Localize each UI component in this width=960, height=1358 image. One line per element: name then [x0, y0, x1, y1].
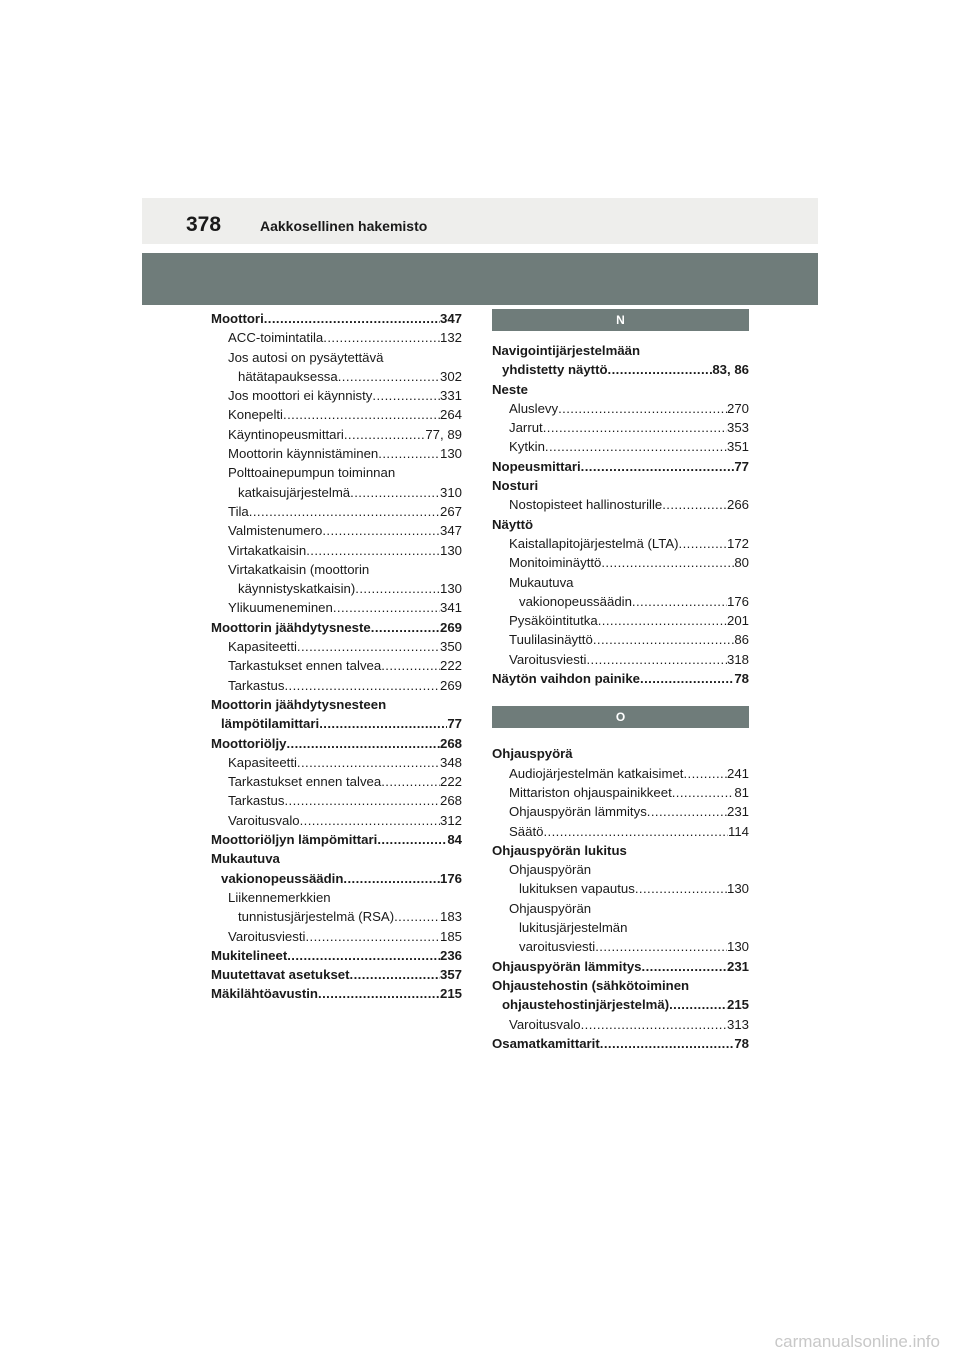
- page-reference: 310: [439, 484, 462, 500]
- index-entry: [211, 463, 462, 482]
- index-term: Näytön vaihdon painike: [492, 671, 641, 687]
- leader-dots: [323, 328, 440, 347]
- leader-dots: [662, 495, 727, 514]
- index-term: Osamatkamittarit: [492, 1035, 600, 1051]
- leader-dots: [581, 1015, 727, 1034]
- index-term: Nosturi: [492, 478, 539, 494]
- leader-dots: [344, 425, 426, 444]
- index-term: Monitoiminäyttö: [509, 555, 602, 571]
- index-entry: [492, 534, 749, 553]
- index-term: Neste: [492, 381, 528, 397]
- index-term: Ohjauspyörä: [492, 746, 573, 762]
- index-entry: [492, 783, 749, 802]
- page-reference: 312: [439, 812, 462, 828]
- index-term: Virtakatkaisin (moottorin: [228, 561, 370, 577]
- index-entry: [211, 309, 462, 328]
- index-term: Varoitusvalo: [509, 1016, 581, 1032]
- index-entry: [492, 918, 749, 937]
- index-entry: [492, 669, 749, 688]
- index-term: Moottorin jäähdytysneste: [211, 619, 371, 635]
- index-term: Varoitusviesti: [228, 928, 306, 944]
- index-term: Tarkastus: [228, 677, 285, 693]
- page-reference: 130: [439, 446, 462, 462]
- index-entry: [211, 734, 462, 753]
- leader-dots: [632, 592, 727, 611]
- index-entry: [492, 995, 749, 1014]
- index-entry: [492, 437, 749, 456]
- index-term: käynnistyskatkaisin): [238, 581, 356, 597]
- index-term: Kytkin: [509, 439, 545, 455]
- index-entry: [211, 907, 462, 926]
- index-term: vakionopeussäädin: [519, 593, 632, 609]
- leader-dots: [322, 521, 440, 540]
- index-list-n: [492, 341, 749, 688]
- index-term: Mukautuva: [509, 574, 574, 590]
- index-entry: [492, 630, 749, 649]
- index-entry: [211, 502, 462, 521]
- index-entry: [492, 899, 749, 918]
- page-reference: 353: [726, 420, 749, 436]
- page-reference: 130: [439, 542, 462, 558]
- leader-dots: [593, 630, 735, 649]
- index-entry: [211, 984, 462, 1003]
- page-reference: 81: [734, 784, 749, 800]
- leader-dots: [372, 386, 440, 405]
- index-entry: [492, 841, 749, 860]
- index-entry: [492, 879, 749, 898]
- index-term: Muutettavat asetukset: [211, 967, 350, 983]
- index-term: Kapasiteetti: [228, 754, 297, 770]
- index-term: Liikennemerkkien: [228, 889, 331, 905]
- index-entry: [211, 541, 462, 560]
- index-entry: [211, 849, 462, 868]
- page-reference: 302: [439, 368, 462, 384]
- index-term: Audiojärjestelmän katkaisimet: [509, 765, 684, 781]
- index-entry: [492, 360, 749, 379]
- leader-dots: [595, 937, 727, 956]
- page-reference: 215: [439, 986, 462, 1002]
- index-term: Säätö: [509, 823, 544, 839]
- index-entry: [492, 957, 749, 976]
- index-term: Moottoriöljyn lämpömittari: [211, 832, 378, 848]
- index-term: Näyttö: [492, 516, 534, 532]
- page-reference: 78: [734, 1035, 749, 1051]
- index-entry: [211, 676, 462, 695]
- page-reference: 231: [726, 804, 749, 820]
- page-reference: 132: [439, 330, 462, 346]
- page-reference: 86: [734, 632, 749, 648]
- index-entry: [492, 822, 749, 841]
- page-reference: 264: [439, 407, 462, 423]
- index-term: Virtakatkaisin: [228, 542, 307, 558]
- index-entry: [492, 611, 749, 630]
- page-reference: 77: [447, 716, 462, 732]
- leader-dots: [598, 611, 727, 630]
- index-term: yhdistetty näyttö: [502, 362, 608, 378]
- index-entry: [211, 367, 462, 386]
- index-term: Ohjauspyörän: [509, 900, 592, 916]
- index-term: Moottorin käynnistäminen: [228, 446, 379, 462]
- index-term: Jarrut: [509, 420, 543, 436]
- index-column-right: [492, 309, 749, 1053]
- page-reference: 348: [439, 754, 462, 770]
- index-term: Mäkilähtöavustin: [211, 986, 318, 1002]
- index-entry: [492, 418, 749, 437]
- index-entry: [492, 1015, 749, 1034]
- index-term: Jos moottori ei käynnisty: [228, 388, 373, 404]
- page-title: Aakkosellinen hakemisto: [260, 218, 428, 234]
- index-entry: [492, 764, 749, 783]
- index-entry: [211, 637, 462, 656]
- leader-dots: [306, 541, 440, 560]
- index-term: vakionopeussäädin: [221, 870, 344, 886]
- index-term: ohjaustehostinjärjestelmä): [502, 997, 670, 1013]
- page-reference: 114: [727, 823, 749, 839]
- leader-dots: [642, 957, 727, 976]
- index-entry: [211, 927, 462, 946]
- page-reference: 236: [439, 947, 462, 963]
- page-reference: 347: [439, 523, 462, 539]
- page-reference: 185: [439, 928, 462, 944]
- leader-dots: [283, 405, 440, 424]
- leader-dots: [381, 656, 440, 675]
- page-reference: 269: [439, 677, 462, 693]
- index-term: lämpötilamittari: [221, 716, 320, 732]
- page-reference: 172: [726, 535, 749, 551]
- leader-dots: [647, 802, 727, 821]
- index-entry: [211, 618, 462, 637]
- index-entry: [211, 560, 462, 579]
- index-entry: [492, 592, 749, 611]
- index-term: Pysäköintitutka: [509, 613, 598, 629]
- leader-dots: [600, 1034, 735, 1053]
- index-term: Polttoainepumpun toiminnan: [228, 465, 396, 481]
- index-term: Ylikuumeneminen: [228, 600, 333, 616]
- index-term: varoitusviesti: [519, 939, 596, 955]
- page-reference: 269: [439, 619, 462, 635]
- leader-dots: [297, 753, 440, 772]
- header-band: [142, 198, 818, 244]
- page-reference: 347: [439, 311, 462, 326]
- page-reference: 176: [439, 870, 462, 886]
- index-entry: [211, 811, 462, 830]
- page-reference: 270: [726, 400, 749, 416]
- index-term: lukituksen vapautus: [519, 881, 635, 897]
- index-entry: [211, 772, 462, 791]
- page-reference: 222: [439, 774, 462, 790]
- leader-dots: [378, 444, 440, 463]
- index-term: Tuulilasinäyttö: [509, 632, 593, 648]
- leader-dots: [284, 791, 440, 810]
- index-entry: [211, 965, 462, 984]
- page-reference: 266: [726, 497, 749, 513]
- index-entry: [492, 937, 749, 956]
- leader-dots: [350, 965, 440, 984]
- leader-dots: [394, 907, 440, 926]
- index-entry: [211, 579, 462, 598]
- index-entry: [211, 869, 462, 888]
- index-entry: [492, 860, 749, 879]
- index-entry: [492, 802, 749, 821]
- leader-dots: [381, 772, 440, 791]
- leader-dots: [581, 457, 735, 476]
- leader-dots: [679, 534, 727, 553]
- index-entry: [211, 328, 462, 347]
- index-entry: [211, 753, 462, 772]
- index-entry: [211, 386, 462, 405]
- page-reference: 267: [439, 503, 462, 519]
- index-entry: [211, 348, 462, 367]
- leader-dots: [371, 618, 440, 637]
- page-reference: 268: [439, 735, 462, 751]
- index-entry: [211, 483, 462, 502]
- leader-dots: [338, 367, 440, 386]
- index-entry: [492, 476, 749, 495]
- index-term: Jos autosi on pysäytettävä: [228, 349, 384, 365]
- page-reference: 78: [734, 671, 749, 687]
- page-reference: 130: [726, 881, 749, 897]
- index-term: Tarkastukset ennen talvea: [228, 774, 382, 790]
- index-term: Mukautuva: [211, 851, 280, 867]
- page-reference: 77: [734, 458, 749, 474]
- leader-dots: [683, 764, 727, 783]
- index-term: Ohjaustehostin (sähkötoiminen: [492, 977, 690, 993]
- page-reference: 350: [439, 639, 462, 655]
- leader-dots: [640, 669, 734, 688]
- index-list-o: [492, 744, 749, 1053]
- index-entry: [492, 573, 749, 592]
- index-term: Valmistenumero: [228, 523, 323, 539]
- index-entry: [211, 598, 462, 617]
- leader-dots: [355, 579, 440, 598]
- page-reference: 222: [439, 658, 462, 674]
- leader-dots: [545, 437, 727, 456]
- leader-dots: [343, 869, 440, 888]
- index-term: Konepelti: [228, 407, 283, 423]
- index-entry: [211, 521, 462, 540]
- page-reference: 318: [726, 651, 749, 667]
- page-reference: 130: [439, 581, 462, 597]
- index-term: Mukitelineet: [211, 947, 288, 963]
- index-entry: [492, 457, 749, 476]
- index-term: tunnistusjärjestelmä (RSA): [238, 909, 395, 925]
- leader-dots: [297, 637, 440, 656]
- index-entry: [492, 380, 749, 399]
- index-entry: [492, 553, 749, 572]
- index-term: Navigointijärjestelmään: [492, 343, 641, 358]
- leader-dots: [287, 946, 440, 965]
- leader-dots: [249, 502, 440, 521]
- index-entry: [492, 495, 749, 514]
- index-entry: [211, 946, 462, 965]
- page-reference: 83, 86: [712, 362, 749, 378]
- index-term: hätätapauksessa: [238, 368, 338, 384]
- page-reference: 80: [734, 555, 749, 571]
- index-term: Kaistallapitojärjestelmä (LTA): [509, 535, 679, 551]
- index-term: Tila: [228, 503, 249, 519]
- leader-dots: [608, 360, 713, 379]
- index-entry: [211, 830, 462, 849]
- index-entry: [492, 399, 749, 418]
- index-term: Tarkastukset ennen talvea: [228, 658, 382, 674]
- index-term: Ohjauspyörän lämmitys: [509, 804, 647, 820]
- page-reference: 313: [726, 1016, 749, 1032]
- leader-dots: [333, 598, 440, 617]
- page-reference: 241: [726, 765, 749, 781]
- page-number: 378: [186, 213, 222, 236]
- leader-dots: [319, 714, 447, 733]
- index-term: Moottorin jäähdytysnesteen: [211, 696, 387, 712]
- page-reference: 130: [726, 939, 749, 955]
- leader-dots: [601, 553, 734, 572]
- leader-dots: [305, 927, 440, 946]
- index-term: Ohjauspyörän lukitus: [492, 842, 627, 858]
- index-column-left: [211, 309, 462, 1004]
- index-term: Ohjauspyörän lämmitys: [492, 958, 642, 974]
- index-entry: [211, 425, 462, 444]
- page-reference: 201: [726, 613, 749, 629]
- page-reference: 84: [447, 832, 462, 848]
- index-term: Nostopisteet hallinosturille: [509, 497, 663, 513]
- leader-dots: [284, 676, 440, 695]
- leader-dots: [318, 984, 440, 1003]
- leader-dots: [264, 309, 440, 328]
- index-term: Tarkastus: [228, 793, 285, 809]
- leader-dots: [635, 879, 727, 898]
- index-entry: [492, 515, 749, 534]
- index-term: Nopeusmittari: [492, 458, 581, 474]
- index-term: Käyntinopeusmittari: [228, 426, 344, 442]
- page-reference: 341: [439, 600, 462, 616]
- section-letter-o: O: [492, 706, 749, 728]
- index-entry: [211, 444, 462, 463]
- page-reference: 77, 89: [425, 426, 462, 442]
- leader-dots: [377, 830, 447, 849]
- index-term: Moottoriöljy: [211, 735, 287, 751]
- index-entry: [211, 791, 462, 810]
- leader-dots: [300, 811, 440, 830]
- index-entry: [492, 341, 749, 360]
- index-entry: [211, 888, 462, 907]
- leader-dots: [558, 399, 727, 418]
- index-entry: [492, 650, 749, 669]
- index-term: Moottori: [211, 311, 264, 326]
- index-entry: [211, 405, 462, 424]
- section-band: [142, 253, 818, 305]
- index-term: Varoitusviesti: [509, 651, 587, 667]
- index-entry: [492, 1034, 749, 1053]
- page-reference: 176: [726, 593, 749, 609]
- page-reference: 215: [726, 997, 749, 1013]
- index-entry: [211, 656, 462, 675]
- index-entry: [211, 714, 462, 733]
- page-reference: 231: [726, 958, 749, 974]
- leader-dots: [669, 995, 727, 1014]
- leader-dots: [672, 783, 735, 802]
- index-entry: [211, 695, 462, 714]
- index-term: Varoitusvalo: [228, 812, 300, 828]
- page-reference: 268: [439, 793, 462, 809]
- index-term: Aluslevy: [509, 400, 559, 416]
- leader-dots: [586, 650, 727, 669]
- index-entry: [492, 976, 749, 995]
- index-term: ACC-toimintatila: [228, 330, 324, 346]
- index-term: lukitusjärjestelmän: [519, 920, 628, 936]
- page-reference: 331: [439, 388, 462, 404]
- index-entry: [492, 744, 749, 763]
- index-term: Kapasiteetti: [228, 639, 297, 655]
- leader-dots: [543, 822, 728, 841]
- page-reference: 183: [439, 909, 462, 925]
- page-reference: 357: [439, 967, 462, 983]
- leader-dots: [350, 483, 440, 502]
- section-letter-n: N: [492, 309, 749, 331]
- index-term: Ohjauspyörän: [509, 862, 592, 878]
- index-term: Mittariston ohjauspainikkeet: [509, 784, 672, 800]
- leader-dots: [543, 418, 727, 437]
- page-reference: 351: [726, 439, 749, 455]
- watermark: carmanualsonline.info: [774, 1332, 940, 1351]
- leader-dots: [286, 734, 440, 753]
- index-term: katkaisujärjestelmä: [238, 484, 351, 500]
